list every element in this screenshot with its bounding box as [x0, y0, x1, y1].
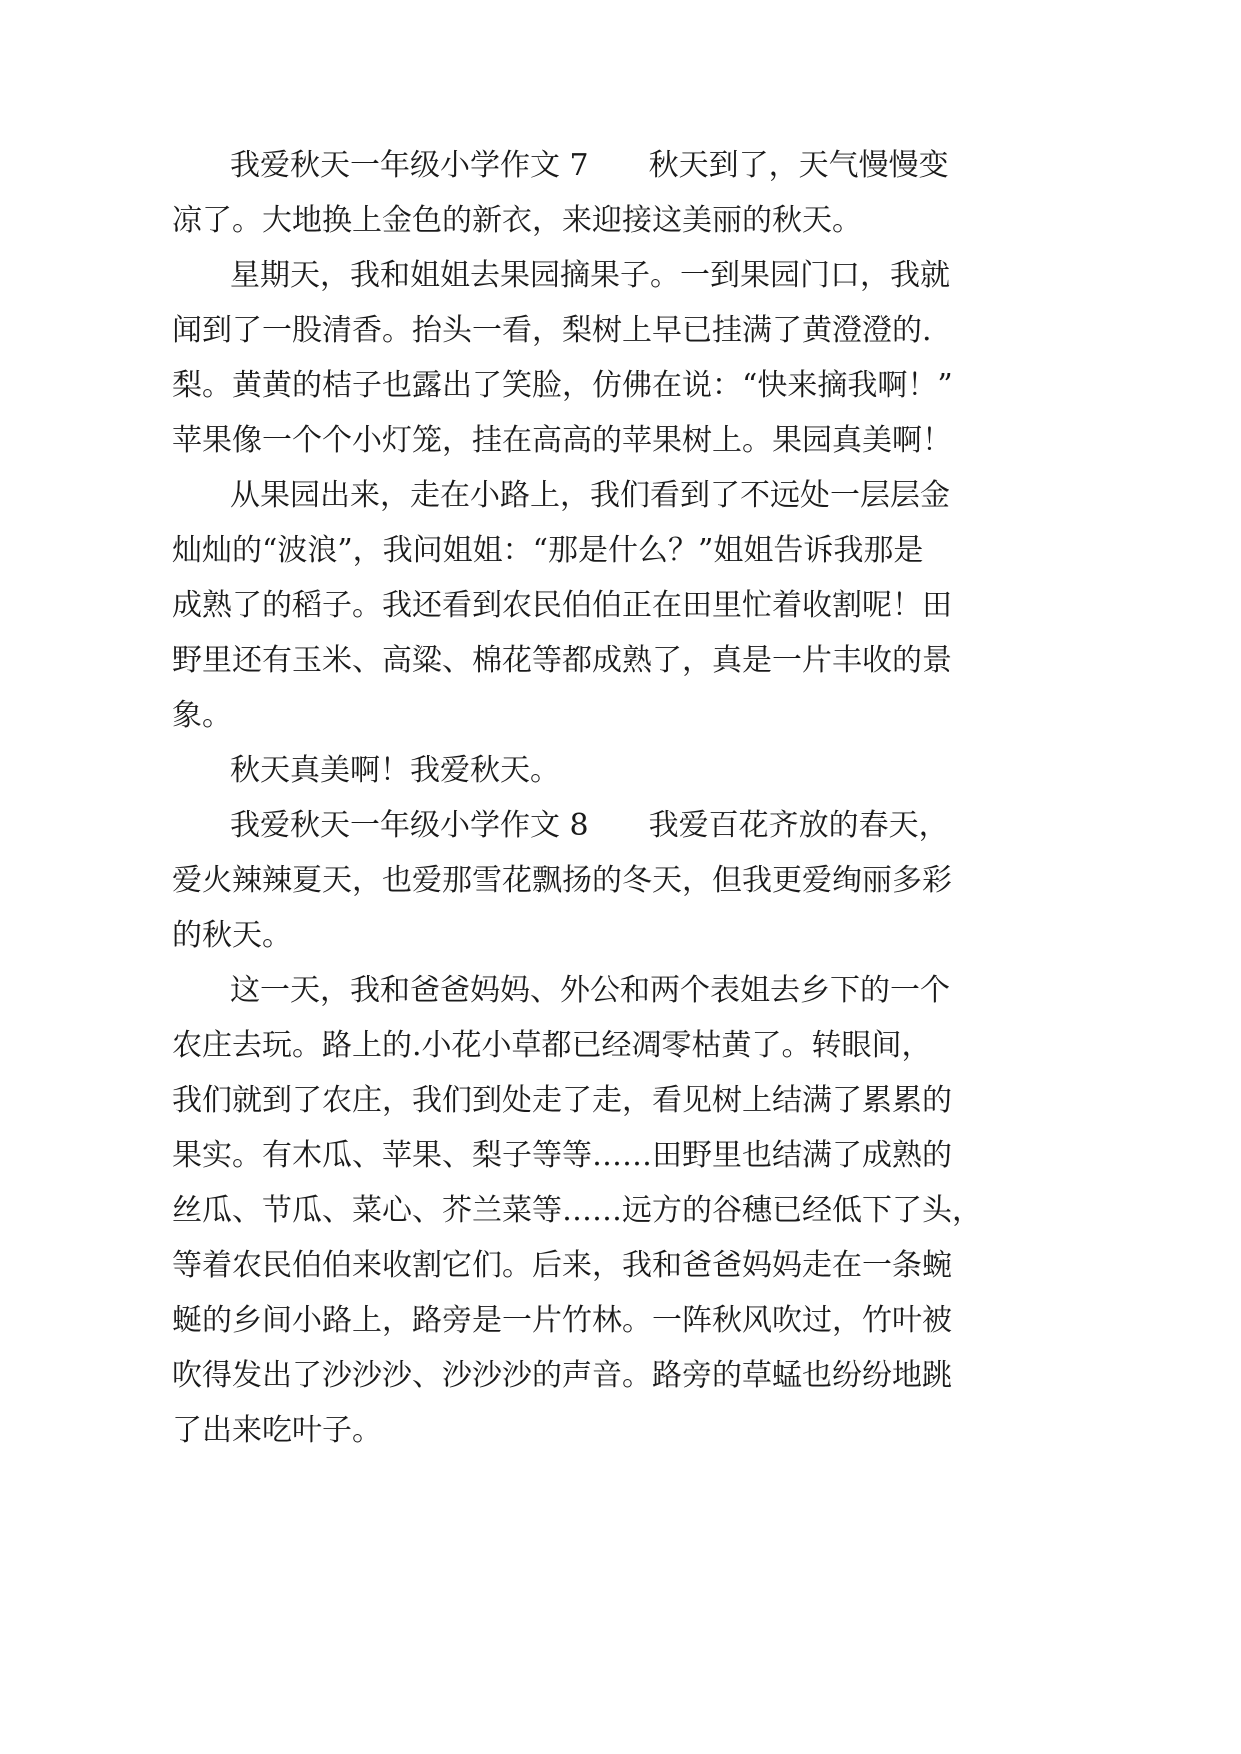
text-line: 的秋天。	[172, 918, 292, 953]
text-line: 星期天，我和姐姐去果园摘果子。一到果园门口，我就	[230, 258, 950, 293]
text-line: 我爱秋天一年级小学作文 8 我爱百花齐放的春天，	[230, 808, 949, 843]
text-line: 灿灿的“波浪”，我问姐姐：“那是什么？”姐姐告诉我那是	[172, 533, 924, 568]
text-line: 凉了。大地换上金色的新衣，来迎接这美丽的秋天。	[172, 203, 862, 238]
text-line: 梨。黄黄的桔子也露出了笑脸，仿佛在说：“快来摘我啊！”	[172, 368, 953, 403]
text-line: 成熟了的稻子。我还看到农民伯伯正在田里忙着收割呢！田	[172, 588, 952, 623]
text-line: 丝瓜、节瓜、菜心、芥兰菜等……远方的谷穗已经低下了头，	[172, 1193, 982, 1228]
text-line: 秋天真美啊！我爱秋天。	[230, 753, 560, 788]
text-line: 果实。有木瓜、苹果、梨子等等……田野里也结满了成熟的	[172, 1138, 952, 1173]
text-line: 蜒的乡间小路上，路旁是一片竹林。一阵秋风吹过，竹叶被	[172, 1303, 952, 1338]
text-line: 苹果像一个个小灯笼，挂在高高的苹果树上。果园真美啊！	[172, 423, 952, 458]
text-line: 从果园出来，走在小路上，我们看到了不远处一层层金	[230, 478, 950, 513]
text-line: 了出来吃叶子。	[172, 1413, 382, 1448]
text-line: 吹得发出了沙沙沙、沙沙沙的声音。路旁的草蜢也纷纷地跳	[172, 1358, 952, 1393]
text-line: 农庄去玩。路上的.小花小草都已经凋零枯黄了。转眼间，	[172, 1028, 932, 1063]
text-line: 等着农民伯伯来收割它们。后来，我和爸爸妈妈走在一条蜿	[172, 1248, 952, 1283]
text-line: 爱火辣辣夏天，也爱那雪花飘扬的冬天，但我更爱绚丽多彩	[172, 863, 952, 898]
text-line: 我爱秋天一年级小学作文 7 秋天到了，天气慢慢变	[230, 148, 949, 183]
text-line: 闻到了一股清香。抬头一看，梨树上早已挂满了黄澄澄的.	[172, 313, 932, 348]
text-line: 这一天，我和爸爸妈妈、外公和两个表姐去乡下的一个	[230, 973, 950, 1008]
text-line: 野里还有玉米、高粱、棉花等都成熟了，真是一片丰收的景	[172, 643, 952, 678]
text-line: 我们就到了农庄，我们到处走了走，看见树上结满了累累的	[172, 1083, 952, 1118]
text-line: 象。	[172, 698, 232, 733]
